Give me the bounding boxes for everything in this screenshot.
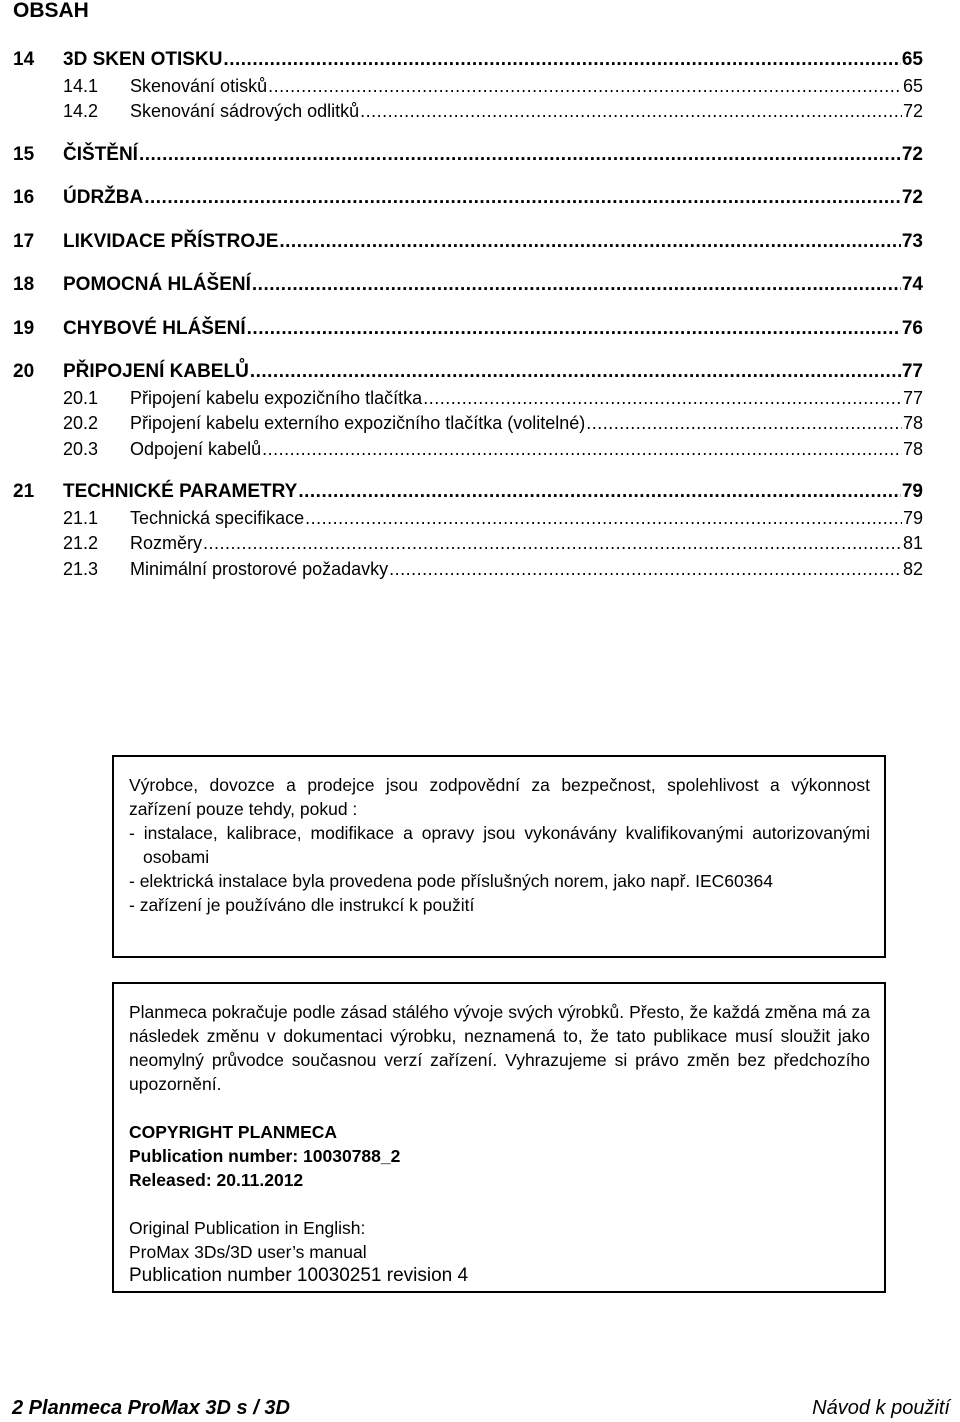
toc-dot-leader [203, 530, 902, 556]
toc-dot-leader [262, 436, 902, 462]
toc-entry-title: CHYBOVÉ HLÁŠENÍ [63, 317, 246, 339]
toc-dot-leader [423, 385, 902, 411]
toc-entry-title: LIKVIDACE PŘÍSTROJE [63, 230, 279, 252]
toc-entry[interactable] [13, 185, 923, 211]
toc-entry[interactable] [13, 47, 923, 73]
footer-manual-label: Návod k použití [812, 1397, 950, 1419]
toc-entry[interactable] [63, 385, 923, 411]
toc-entry[interactable] [13, 142, 923, 168]
page-title: OBSAH [13, 0, 89, 22]
toc-entry-title: TECHNICKÉ PARAMETRY [63, 481, 298, 502]
manufacturer-notice-box [112, 755, 886, 958]
notice-intro: Výrobce, dovozce a prodejce jsou zodpovědní za bezpečnost, spolehlivost a výkonnost zařízení pouze tehdy, pokud : [129, 775, 870, 819]
toc-dot-leader [389, 556, 902, 582]
original-publication-label: Original Publication in English: [129, 1218, 366, 1238]
toc-dot-leader [298, 479, 901, 505]
toc-entry-title: Technická specifikace [130, 507, 305, 528]
toc-entry-page: 79 [902, 507, 923, 528]
original-publication-number: Publication number 10030251 revision 4 [129, 1265, 469, 1286]
toc-entry-page: 81 [902, 533, 923, 553]
toc-entry-number: 17 [13, 230, 35, 252]
toc-entry-title: Připojení kabelu externího expozičního tlačítka (volitelné) [130, 413, 586, 433]
toc-entry[interactable] [63, 505, 923, 531]
toc-entry-number: 14.1 [63, 75, 99, 96]
toc-entry-number: 20.1 [63, 387, 99, 408]
toc-entry-number: 18 [13, 274, 35, 295]
toc-dot-leader [268, 73, 902, 99]
publication-number: Publication number: 10030788_2 [129, 1146, 401, 1166]
toc-dot-leader [223, 47, 900, 73]
toc-entry-title: Skenování sádrových odlitků [130, 101, 360, 121]
toc-entry-number: 15 [13, 143, 35, 165]
toc-dot-leader [360, 98, 902, 124]
footer-document-title: 2 Planmeca ProMax 3D s / 3D [12, 1397, 290, 1419]
toc-entry[interactable] [13, 359, 923, 385]
toc-entry-page: 77 [901, 361, 923, 382]
toc-entry-title: Rozměry [130, 533, 203, 553]
toc-entry-number: 21.2 [63, 533, 99, 553]
toc-entry-page: 74 [901, 274, 923, 295]
toc-dot-leader [305, 505, 902, 531]
toc-dot-leader [250, 359, 901, 385]
toc-entry-number: 20.2 [63, 413, 99, 433]
toc-dot-leader [586, 410, 902, 436]
notice-item: - elektrická instalace byla provedena pode příslušných norem, jako např. IEC60364 [129, 871, 773, 891]
development-notice: Planmeca pokračuje podle zásad stálého vývoje svých výrobků. Přesto, že každá změna má za následek změnu v dokumentaci výrobku, neznamená to, že tato publikace musí sloužit jako neomylný průvodce současnou verzí zařízení. Vyhrazujeme si právo změn bez předchozího upozornění. [129, 1002, 870, 1094]
toc-entry-number: 20.3 [63, 438, 99, 459]
toc-entry[interactable] [63, 73, 923, 99]
toc-entry-number: 21.3 [63, 558, 99, 579]
toc-entry[interactable] [13, 316, 923, 342]
toc-entry-page: 72 [901, 143, 923, 165]
toc-entry-title: ÚDRŽBA [63, 187, 144, 208]
toc-entry-title: 3D SKEN OTISKU [63, 49, 223, 70]
toc-entry-number: 16 [13, 187, 35, 208]
toc-entry-page: 76 [901, 317, 923, 339]
release-date: Released: 20.11.2012 [129, 1170, 304, 1190]
toc-entry-page: 65 [901, 49, 923, 70]
toc-dot-leader [247, 316, 901, 342]
toc-entry-page: 82 [902, 558, 923, 579]
toc-entry-title: PŘIPOJENÍ KABELŮ [63, 361, 249, 382]
toc-entry-page: 73 [901, 230, 923, 252]
toc-entry-title: Připojení kabelu expozičního tlačítka [130, 387, 423, 408]
toc-dot-leader [252, 272, 901, 298]
toc-dot-leader [279, 229, 900, 255]
toc-entry-page: 72 [901, 187, 923, 208]
notice-item: - instalace, kalibrace, modifikace a opravy jsou vykonávány kvalifikovanými autorizovanými osobami [129, 823, 870, 867]
notice-item: - zařízení je používáno dle instrukcí k použití [129, 895, 475, 915]
toc-dot-leader [144, 185, 901, 211]
toc-entry[interactable] [13, 229, 923, 255]
toc-entry-page: 79 [901, 481, 923, 502]
toc-entry-title: Minimální prostorové požadavky [130, 558, 389, 579]
toc-entry-number: 19 [13, 317, 35, 339]
toc-entry-title: Skenování otisků [130, 75, 268, 96]
toc-entry-title: POMOCNÁ HLÁŠENÍ [63, 274, 251, 295]
toc-entry-page: 78 [902, 438, 923, 459]
toc-entry-page: 65 [902, 75, 923, 96]
toc-entry-number: 14.2 [63, 101, 99, 121]
toc-entry[interactable] [63, 530, 923, 556]
toc-entry-number: 14 [13, 49, 35, 70]
page-footer [12, 1394, 950, 1422]
toc-entry[interactable] [63, 556, 923, 582]
toc-entry[interactable] [63, 436, 923, 462]
toc-entry-page: 78 [902, 413, 923, 433]
toc-entry[interactable] [13, 479, 923, 505]
toc-entry-number: 21 [13, 481, 35, 502]
toc-entry-title: ČIŠTĚNÍ [63, 143, 138, 165]
toc-entry[interactable] [63, 98, 923, 124]
toc-entry[interactable] [63, 410, 923, 436]
toc-entry[interactable] [13, 272, 923, 298]
copyright-line: COPYRIGHT PLANMECA [129, 1122, 338, 1142]
publication-info-box [112, 982, 886, 1293]
toc-entry-number: 21.1 [63, 507, 99, 528]
original-publication-title: ProMax 3Ds/3D user’s manual [129, 1242, 367, 1262]
toc-entry-page: 77 [902, 387, 923, 408]
toc-entry-title: Odpojení kabelů [130, 438, 262, 459]
toc-entry-page: 72 [902, 101, 923, 121]
toc-entry-number: 20 [13, 361, 35, 382]
toc-dot-leader [139, 142, 901, 168]
